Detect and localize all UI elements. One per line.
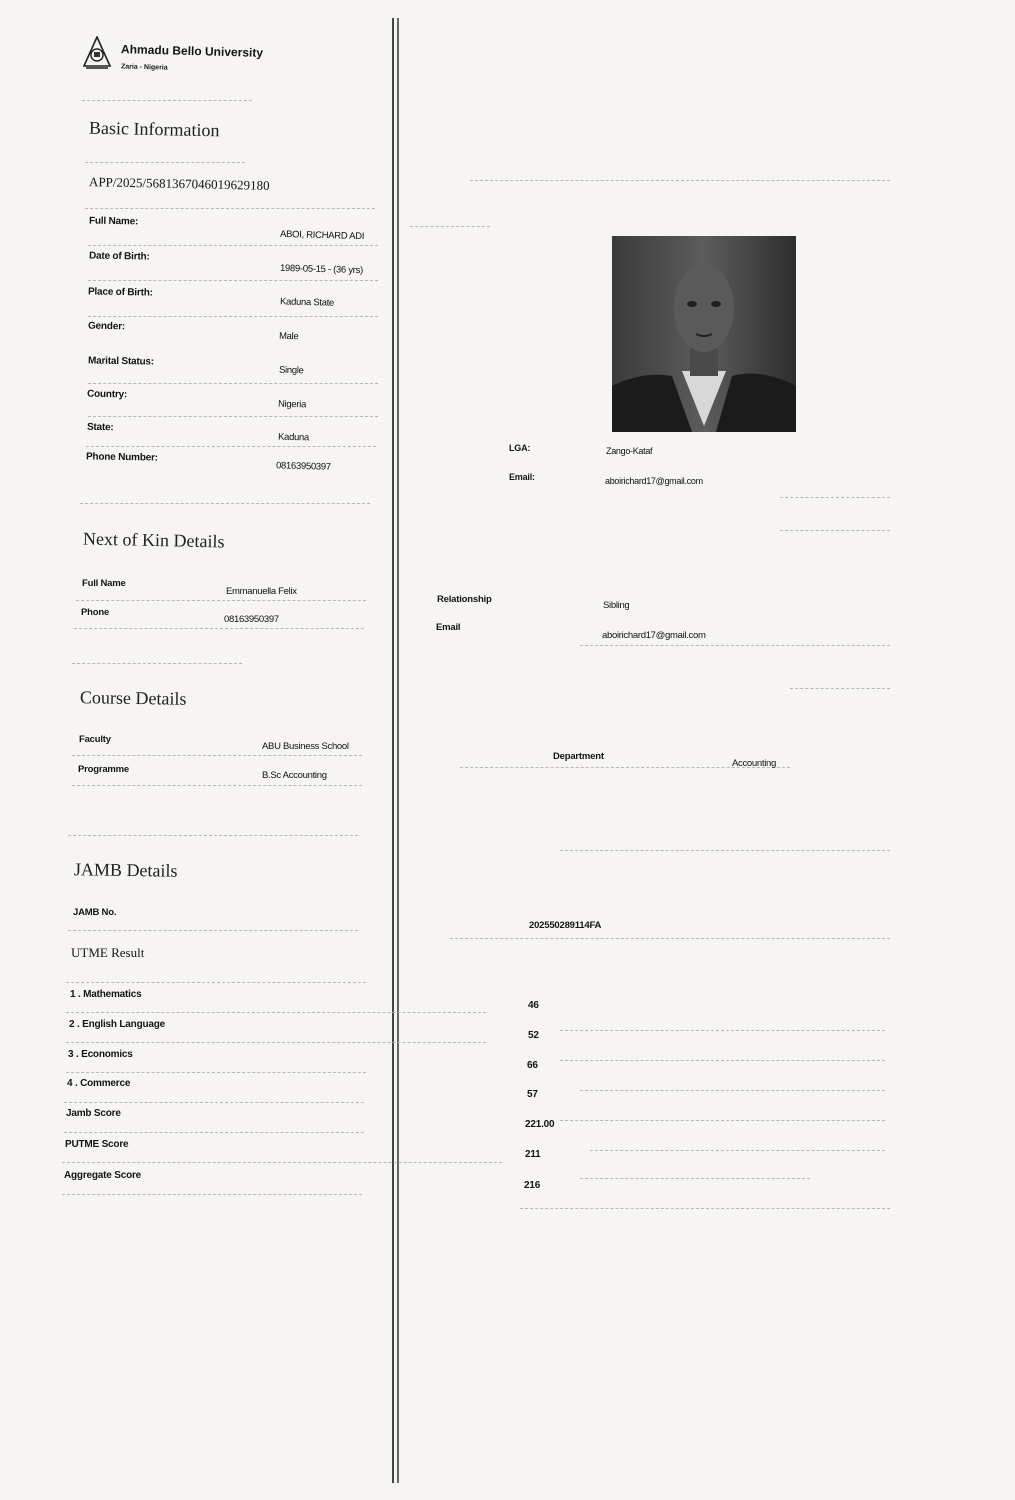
divider	[66, 1042, 486, 1043]
divider	[450, 938, 890, 939]
divider	[86, 446, 376, 447]
department-value: Accounting	[732, 758, 777, 769]
passport-photo	[612, 236, 796, 432]
divider	[85, 162, 245, 163]
divider	[64, 1132, 364, 1133]
nok-phone-value: 08163950397	[224, 614, 279, 625]
marital-status-label: Marital Status:	[87, 355, 154, 368]
divider	[76, 600, 366, 601]
divider	[88, 383, 378, 384]
divider	[560, 1120, 885, 1121]
marital-status-value: Single	[278, 364, 304, 377]
nok-full-name-value: Emmanuella Felix	[226, 586, 297, 597]
nok-email-value: aboirichard17@gmail.com	[602, 630, 706, 641]
application-id: APP/2025/5681367046019629180	[88, 174, 270, 193]
divider	[88, 416, 378, 417]
place-of-birth-value: Kaduna State	[279, 296, 335, 309]
divider	[85, 208, 375, 209]
divider	[66, 1012, 486, 1013]
section-title-jamb-details: JAMB Details	[73, 859, 178, 881]
lga-label: LGA:	[509, 443, 531, 453]
divider	[590, 1150, 885, 1151]
university-logo-icon	[82, 36, 112, 70]
divider	[68, 835, 358, 836]
nok-relationship-label: Relationship	[437, 594, 492, 605]
divider	[560, 1060, 885, 1061]
jamb-no-label: JAMB No.	[73, 907, 117, 918]
phone-number-label: Phone Number:	[85, 451, 158, 464]
putme-score-value: 211	[525, 1149, 541, 1160]
divider	[470, 180, 890, 181]
divider	[74, 628, 364, 629]
divider	[72, 785, 362, 786]
place-of-birth-label: Place of Birth:	[87, 286, 153, 299]
jamb-score-value: 221.00	[525, 1119, 555, 1130]
faculty-label: Faculty	[79, 734, 111, 745]
utme-subject-label: 3 . Economics	[68, 1049, 133, 1060]
divider	[520, 1208, 890, 1209]
utme-subject-score: 46	[528, 1000, 539, 1011]
dob-value: 1989-05-15 - (36 yrs)	[279, 262, 364, 277]
full-name-value: ABOI, RICHARD ADI	[279, 228, 365, 243]
divider	[82, 100, 252, 101]
divider	[560, 1030, 885, 1031]
aggregate-score-value: 216	[524, 1180, 541, 1191]
divider	[66, 982, 366, 983]
programme-value: B.Sc Accounting	[262, 770, 327, 781]
utme-subject-label: 1 . Mathematics	[70, 989, 142, 1000]
divider	[780, 497, 890, 498]
jamb-score-label: Jamb Score	[66, 1108, 121, 1119]
divider	[66, 1072, 366, 1073]
putme-score-label: PUTME Score	[65, 1139, 129, 1150]
utme-result-title: UTME Result	[71, 945, 145, 960]
divider	[790, 688, 890, 689]
jamb-no-value: 202550289114FA	[529, 920, 602, 931]
divider	[88, 245, 378, 246]
divider	[72, 755, 362, 756]
email-label: Email:	[509, 472, 535, 482]
divider	[560, 850, 890, 851]
utme-subject-label: 4 . Commerce	[67, 1078, 131, 1089]
divider	[68, 930, 358, 931]
department-label: Department	[553, 751, 604, 762]
divider	[580, 645, 890, 646]
state-value: Kaduna	[277, 431, 310, 444]
nok-relationship-value: Sibling	[603, 600, 630, 611]
programme-label: Programme	[78, 764, 129, 775]
country-value: Nigeria	[277, 398, 307, 411]
divider	[72, 663, 242, 664]
page-fold	[392, 18, 399, 1483]
section-title-course-details: Course Details	[79, 687, 187, 709]
divider	[410, 226, 490, 227]
lga-value: Zango-Kataf	[606, 446, 653, 456]
utme-subject-label: 2 . English Language	[69, 1019, 166, 1030]
nok-full-name-label: Full Name	[82, 578, 126, 589]
divider	[80, 503, 370, 504]
dob-label: Date of Birth:	[88, 250, 150, 263]
divider	[88, 316, 378, 317]
nok-phone-label: Phone	[81, 607, 110, 618]
divider	[64, 1102, 364, 1103]
utme-subject-score: 66	[527, 1060, 538, 1071]
email-value: aboirichard17@gmail.com	[605, 476, 703, 486]
gender-value: Male	[278, 330, 299, 343]
divider	[62, 1194, 362, 1195]
gender-label: Gender:	[87, 320, 126, 333]
faculty-value: ABU Business School	[262, 741, 349, 752]
divider	[62, 1162, 502, 1163]
phone-number-value: 08163950397	[275, 460, 331, 473]
aggregate-score-label: Aggregate Score	[64, 1170, 142, 1181]
utme-subject-score: 57	[527, 1089, 538, 1100]
divider	[580, 1090, 885, 1091]
full-name-label: Full Name:	[88, 215, 139, 228]
university-name: Ahmadu Bello University	[120, 42, 264, 60]
divider	[580, 1178, 810, 1179]
divider	[780, 530, 890, 531]
nok-email-label: Email	[436, 622, 461, 633]
utme-subject-score: 52	[528, 1030, 539, 1041]
section-title-next-of-kin: Next of Kin Details	[82, 528, 225, 552]
section-title-basic-information: Basic Information	[88, 117, 220, 141]
state-label: State:	[86, 421, 114, 434]
divider	[88, 280, 378, 281]
university-location: Zaria - Nigeria	[120, 63, 168, 72]
country-label: Country:	[86, 388, 128, 401]
